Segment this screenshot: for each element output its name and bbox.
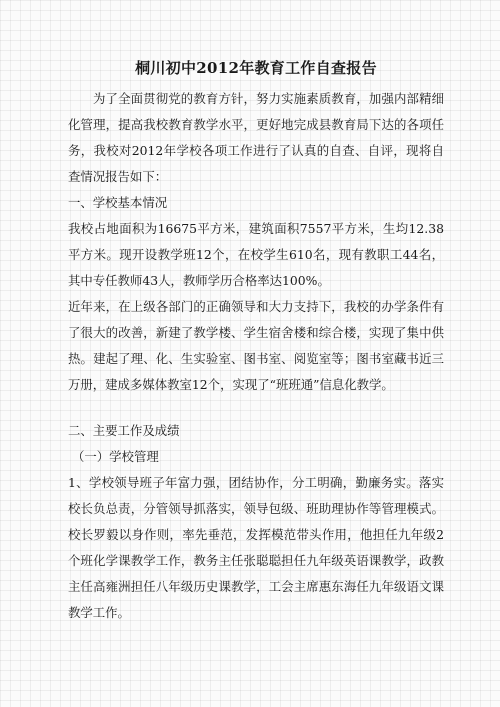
section-2-subheading-1: （一）学校管理 [72, 449, 159, 464]
document-title: 桐川初中2012年教育工作自查报告 [135, 59, 377, 77]
section-1-heading: 一、学校基本情况 [68, 195, 168, 210]
section-1-paragraph-1: 我校占地面积为16675平方米，建筑面积7557平方米，生均12.38平方米。现开设教学班12个，在校学生610名，现有教职工44名，其中专任教师43人，教师学历合格率达100%。 [68, 221, 444, 288]
section-2-heading: 二、主要工作及成绩 [68, 423, 180, 438]
section-2-paragraph-1: 1、学校领导班子年富力强，团结协作，分工明确，勤廉务实。落实校长负总责，分管领导抓落实，领导包级、班助理协作等管理模式。校长罗毅以身作则，率先垂范，发挥模范带头作用，他担任九年级2个班化学课教学工作，教务主任张聪聪担任九年级英语课教学，政教主任高雍洲担任八年级历史课教学，工会主席惠东海任九年级语文课教学工作。 [68, 475, 444, 620]
intro-paragraph: 为了全面贯彻党的教育方针，努力实施素质教育，加强内部精细化管理，提高我校教育教学水平，更好地完成县教育局下达的各项任务，我校对2012年学校各项工作进行了认真的自查、自评，现将自查情况报告如下： [68, 91, 444, 184]
section-1-paragraph-2: 近年来，在上级各部门的正确领导和大力支持下，我校的办学条件有了很大的改善，新建了教学楼、学生宿舍楼和综合楼，实现了集中供热。建起了理、化、生实验室、图书室、阅览室等；图书室藏书近三万册，建成多媒体教室12个，实现了“班班通”信息化教学。 [68, 299, 444, 392]
